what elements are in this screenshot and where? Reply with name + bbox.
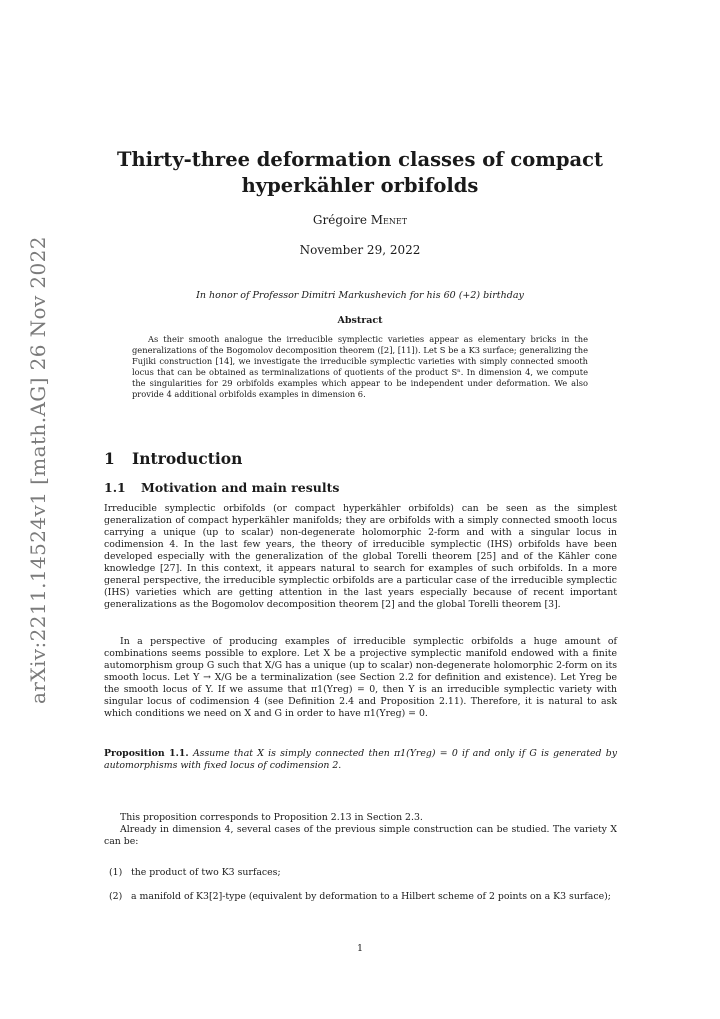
paper-title <box>0 147 720 199</box>
proposition-statement: Assume that X is simply connected then π1(Yreg) = 0 if and only if G is generated by automorphisms with fixed locus of codimension 2. <box>104 748 617 772</box>
paper-date: November 29, 2022 <box>299 243 421 257</box>
page-number: 1 <box>356 943 364 954</box>
proposition-1-1 <box>104 748 617 772</box>
author-last-name: Menet <box>370 213 408 227</box>
arxiv-identifier-stamp: arXiv:2211.14524v1 [math.AG] 26 Nov 2022 <box>26 236 50 704</box>
paragraph-dimension-four: Already in dimension 4, several cases of the previous simple construction can be studied. The variety X can be: <box>104 824 617 848</box>
dedication: In honor of Professor Dimitri Markushevich for his 60 (+2) birthday <box>196 290 524 301</box>
list-item <box>104 867 617 879</box>
proposition-label: Proposition 1.1. <box>104 748 189 759</box>
list-item <box>104 891 617 903</box>
subsection-title: Motivation and main results <box>141 480 340 495</box>
paragraph-construction: In a perspective of producing examples of irreducible symplectic orbifolds a huge amount of combinations seems possible to explore. Let X be a projective symplectic manifold endowed with a finite automorphism group G such that X/G has a unique (up to scalar) non-degenerate holomorphic 2-form on its smooth locus. Let Y → X/G be a terminalization (see Section 2.2 for definition and existence). Let Yreg be the smooth locus of Y. If we assume that π1(Yreg) = 0, then Y is an irreducible symplectic variety with singular locus of codimension 4 (see Definition 2.4 and Proposition 2.11). Therefore, it is natural to ask which conditions we need on X and G in order to have π1(Yreg) = 0. <box>104 636 617 720</box>
paragraph-motivation: Irreducible symplectic orbifolds (or compact hyperkähler orbifolds) can be seen as the simplest generalization of compact hyperkähler manifolds; they are orbifolds with a simply connected smooth locus carrying a unique (up to scalar) non-degenerate holomorphic 2-form and with a singular locus in codimension 4. In the last few years, the theory of irreducible symplectic (IHS) orbifolds have been developed especially with the generalization of the global Torelli theorem [25] and of the Kähler cone knowledge [27]. In this context, it appears natural to search for examples of such orbifolds. In a more general perspective, the irreducible symplectic orbifolds are a particular case of the irreducible symplectic (IHS) varieties which are getting attention in the last years especially because of recent important generalizations as the Bogomolov decomposition theorem [2] and the global Torelli theorem [3]. <box>104 503 617 611</box>
abstract-body: As their smooth analogue the irreducible symplectic varieties appear as elementary bricks in the generalizations of the Bogomolov decomposition theorem ([2], [11]). Let S be a K3 surface; generalizing the Fujiki construction [14], we investigate the irreducible symplectic varieties with simply connected smooth locus that can be obtained as terminalizations of quotients of the product Sⁿ. In dimension 4, we compute the singularities for 29 orbifolds examples which appear to be independent under deformation. We also provide 4 additional orbifolds examples in dimension 6. <box>132 334 588 400</box>
paper-title-line-1: Thirty-three deformation classes of compact <box>116 148 604 171</box>
paragraph-proposition-reference: This proposition corresponds to Proposition 2.13 in Section 2.3. <box>120 812 423 823</box>
subsection-number: 1.1 <box>104 480 126 495</box>
author-name <box>0 213 720 227</box>
section-title: Introduction <box>132 449 243 468</box>
subsection-heading-motivation <box>104 480 339 495</box>
paragraph-after-proposition <box>104 812 617 848</box>
list-item-text: a manifold of K3[2]-type (equivalent by deformation to a Hilbert scheme of 2 points on a K3 surface); <box>131 891 611 902</box>
abstract-heading: Abstract <box>337 315 383 326</box>
paper-title-line-2: hyperkähler orbifolds <box>241 174 479 197</box>
section-number: 1 <box>104 449 115 468</box>
section-heading-introduction <box>104 449 242 468</box>
list-item-marker: (1) <box>109 867 123 878</box>
list-item-marker: (2) <box>109 891 123 902</box>
list-item-text: the product of two K3 surfaces; <box>131 867 281 878</box>
author-first-name: Grégoire <box>312 213 367 227</box>
